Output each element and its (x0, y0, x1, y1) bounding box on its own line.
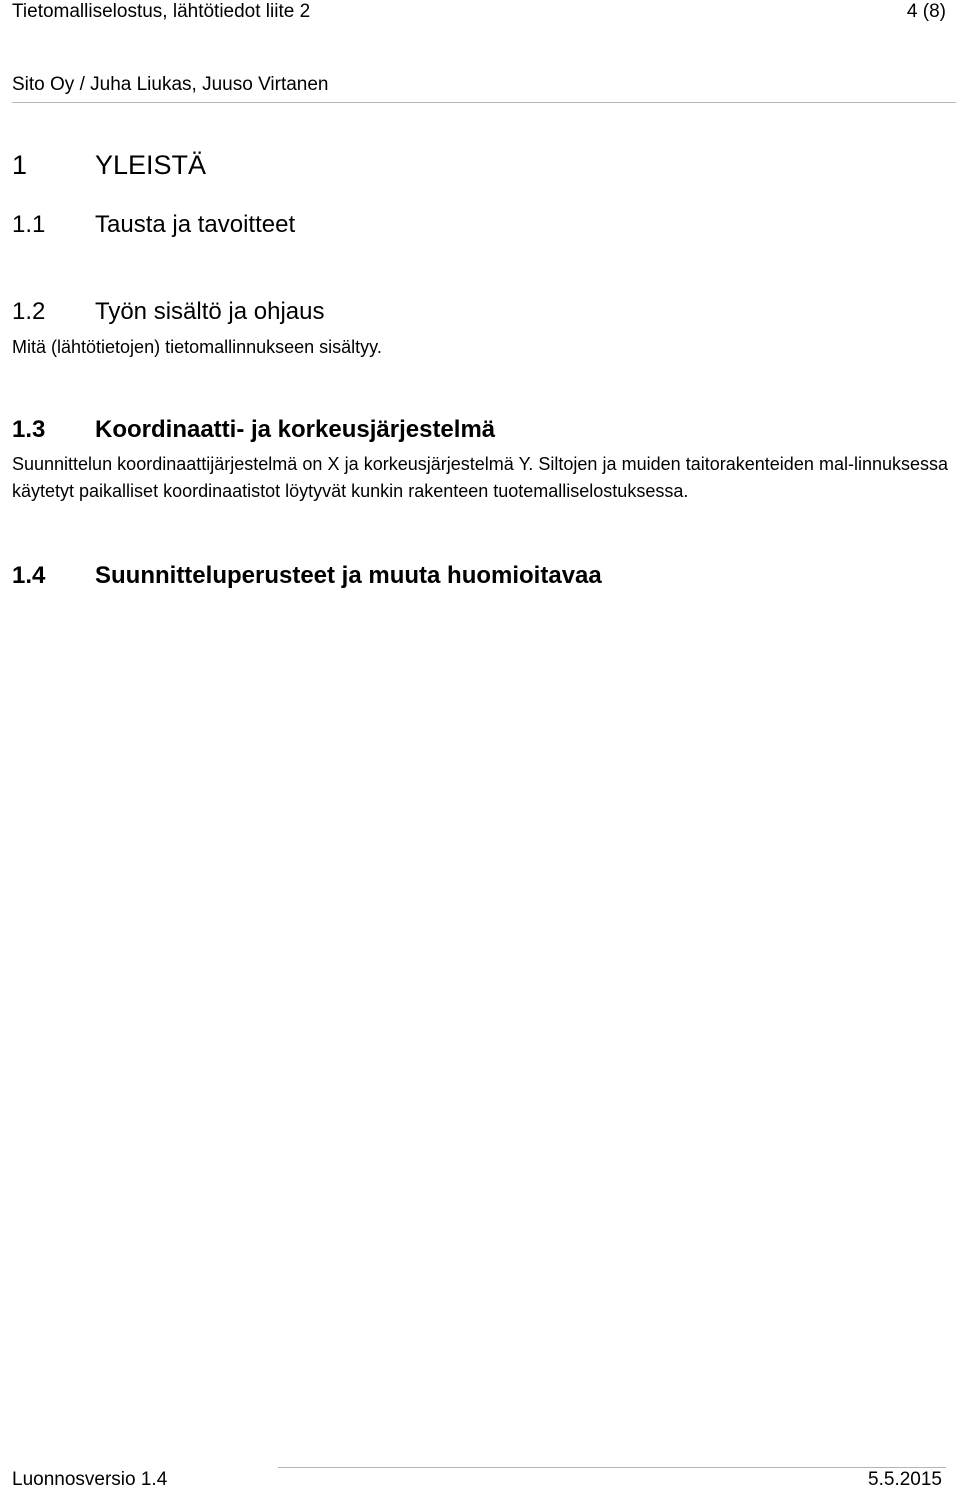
heading-1-2-title: Työn sisältö ja ohjaus (95, 298, 325, 325)
heading-1-title: YLEISTÄ (95, 150, 207, 180)
document-authors: Sito Oy / Juha Liukas, Juuso Virtanen (12, 74, 329, 95)
document-version: Luonnosversio 1.4 (12, 1469, 168, 1490)
heading-1-3-title: Koordinaatti- ja korkeusjärjestelmä (95, 416, 496, 443)
heading-1-2-number: 1.2 (12, 298, 46, 325)
heading-1-4-number: 1.4 (12, 562, 46, 589)
section-1-2-text: Mitä (lähtötietojen) tietomallinnukseen sisältyy. (12, 337, 382, 357)
header-divider (12, 102, 956, 103)
heading-1-number: 1 (12, 150, 28, 180)
heading-1-1-number: 1.1 (12, 211, 46, 238)
footer-divider (278, 1467, 946, 1468)
heading-1-1-title: Tausta ja tavoitteet (95, 211, 296, 238)
heading-1-3-number: 1.3 (12, 416, 46, 443)
page-number: 4 (8) (906, 1, 946, 22)
document-title: Tietomalliselostus, lähtötiedot liite 2 (12, 1, 311, 22)
section-1-3-paragraph: Suunnittelun koordinaattijärjestelmä on X ja korkeusjärjestelmä Y. Siltojen ja muiden taitorakenteiden mal-linnuksessa käytetyt paikalliset koordinaatistot löytyvät kunkin rakenteen tuotemalliselostuksessa. (12, 454, 948, 501)
heading-1-4-title: Suunnitteluperusteet ja muuta huomioitavaa (95, 562, 602, 589)
document-date: 5.5.2015 (868, 1469, 942, 1490)
